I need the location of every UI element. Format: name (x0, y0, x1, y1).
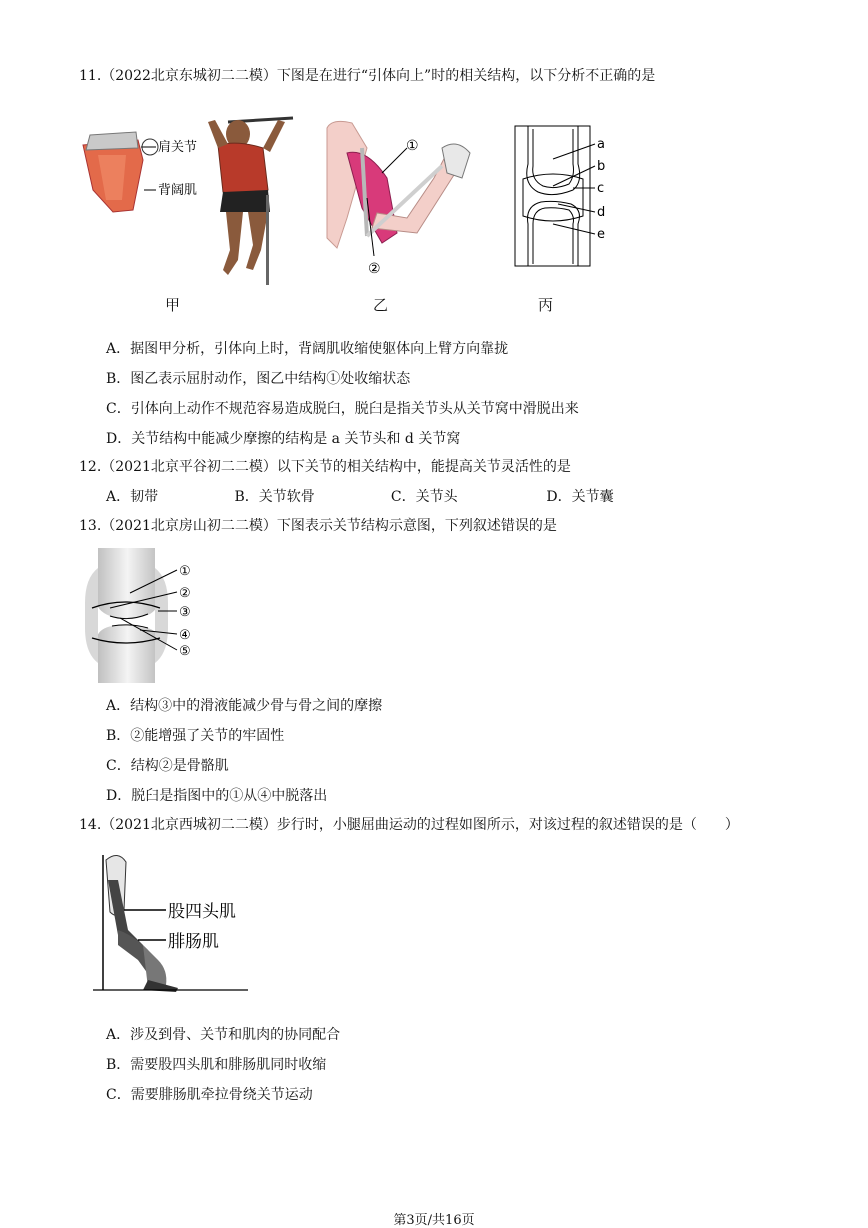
label-shoulder-joint: 肩关节 (158, 140, 198, 155)
q11-option-a: A．据图甲分析，引体向上时，背阔肌收缩使躯体向上臂方向靠拢 (106, 341, 509, 357)
q11-option-c: C．引体向上动作不规范容易造成脱臼，脱臼是指关节头从关节窝中滑脱出来 (106, 401, 579, 417)
page-footer: 第3页/共16页 (393, 1213, 475, 1228)
label-latissimus: 背阔肌 (158, 183, 198, 198)
label-13-5: ⑤ (179, 644, 191, 659)
label-bing-b: b (597, 159, 606, 174)
q12-stem: 12.（2021北京平谷初二二模）以下关节的相关结构中，能提高关节灵活性的是 (79, 459, 571, 475)
q11-figure-jia (78, 100, 318, 285)
q12-option-a: A．韧带 (106, 489, 159, 505)
q11-option-b: B．图乙表示屈肘动作，图乙中结构①处收缩状态 (106, 371, 411, 387)
label-quadriceps: 股四头肌 (168, 902, 236, 922)
q14-stem: 14.（2021北京西城初二二模）步行时，小腿屈曲运动的过程如图所示，对该过程的叙述错误的是（ ） (79, 817, 739, 833)
q14-option-c: C．需要腓肠肌牵拉骨绕关节运动 (106, 1087, 313, 1103)
label-bing-d: d (597, 205, 606, 220)
q12-option-c: C．关节头 (390, 489, 458, 505)
q12-options (106, 488, 614, 506)
q13-option-d: D．脱臼是指图中的①从④中脱落出 (106, 788, 328, 804)
label-yi-1: ① (406, 138, 419, 154)
label-13-2: ② (179, 586, 191, 601)
q11-figure-yi (322, 118, 477, 278)
q13-option-a: A．结构③中的滑液能减少骨与骨之间的摩擦 (106, 698, 383, 714)
q14-option-a: A．涉及到骨、关节和肌肉的协同配合 (106, 1027, 341, 1043)
q11-stem: 11.（2022北京东城初二二模）下图是在进行“引体向上”时的相关结构，以下分析不正确的是 (79, 68, 656, 84)
q11-figure-bing (513, 124, 613, 269)
caption-bing: 丙 (538, 296, 554, 314)
label-yi-2: ② (368, 261, 381, 277)
label-gastrocnemius: 腓肠肌 (168, 932, 219, 952)
q13-option-b: B．②能增强了关节的牢固性 (106, 728, 285, 744)
label-bing-c: c (597, 181, 605, 196)
label-13-3: ③ (179, 605, 191, 620)
q11-option-d: D．关节结构中能减少摩擦的结构是 a 关节头和 d 关节窝 (106, 431, 461, 447)
caption-jia: 甲 (165, 296, 181, 314)
q13-option-c: C．结构②是骨骼肌 (106, 758, 229, 774)
label-bing-e: e (597, 227, 605, 242)
q12-option-b: B．关节软骨 (234, 489, 315, 505)
q13-stem: 13.（2021北京房山初二二模）下图表示关节结构示意图，下列叙述错误的是 (79, 518, 557, 534)
caption-yi: 乙 (373, 296, 389, 314)
q13-figure-joint (80, 548, 210, 683)
q14-option-b: B．需要股四头肌和腓肠肌同时收缩 (106, 1057, 327, 1073)
label-13-4: ④ (179, 628, 191, 643)
q12-option-d: D．关节囊 (546, 489, 614, 505)
label-bing-a: a (597, 137, 605, 152)
q14-figure-leg (88, 850, 258, 995)
label-13-1: ① (179, 564, 191, 579)
